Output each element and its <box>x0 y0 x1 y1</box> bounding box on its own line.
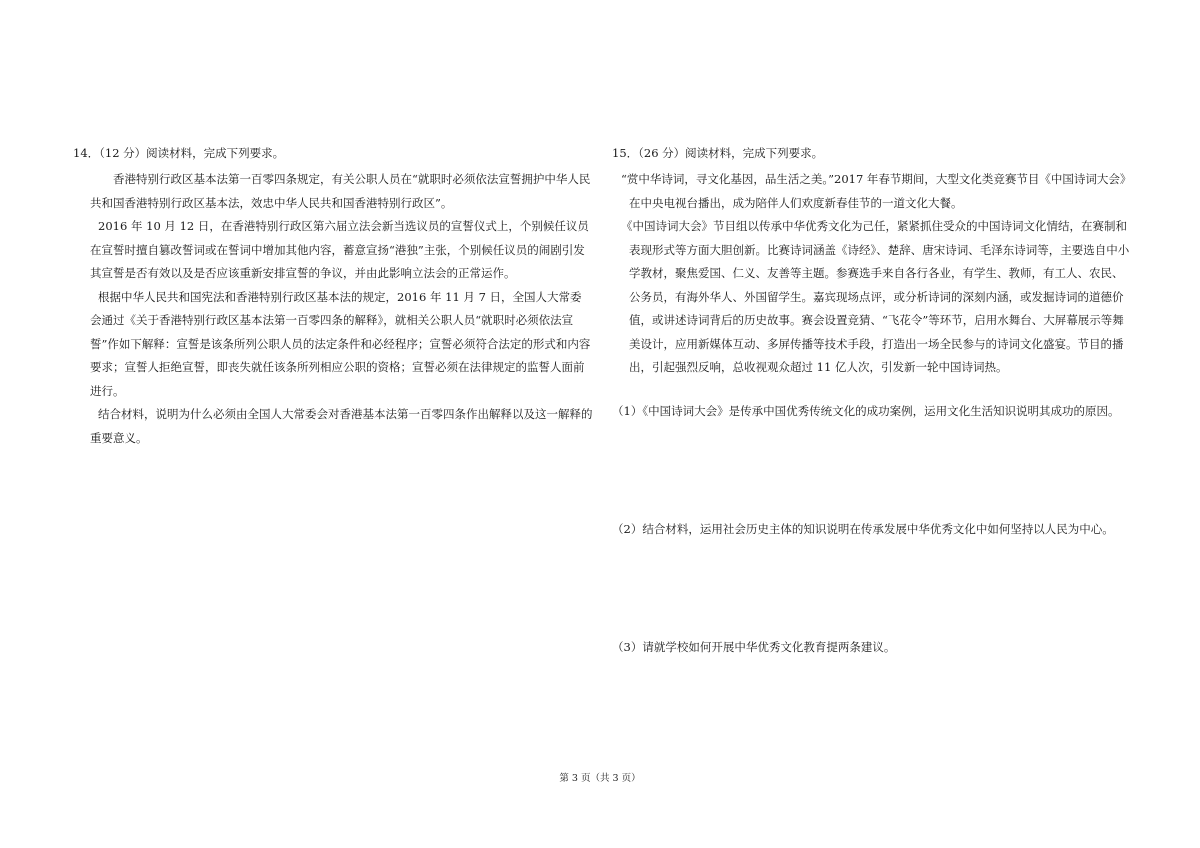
question-15-sub-1-text: （1）《中国诗词大会》是传承中国优秀传统文化的成功案例，运用文化生活知识说明其成功的原因。 <box>612 404 1120 418</box>
question-15 <box>612 142 1132 380</box>
question-14-paragraph-1: 香港特别行政区基本法第一百零四条规定，有关公职人员在“就职时必须依法宣誓拥护中华人民共和国香港特别行政区基本法，效忠中华人民共和国香港特别行政区”。 <box>90 172 591 210</box>
question-14 <box>73 142 593 450</box>
page-footer: 第 3 页（共 3 页） <box>559 773 641 784</box>
question-14-body <box>73 168 593 450</box>
question-15-heading: 15．（26 分）阅读材料，完成下列要求。 <box>612 146 824 160</box>
question-14-paragraph-2: 2016 年 10 月 12 日，在香港特别行政区第六届立法会新当选议员的宣誓仪式上，个别候任议员在宣誓时擅自篡改誓词或在誓词中增加其他内容，蓄意宣扬“港独”主张，个别候任议员的闹剧引发其宣誓是否有效以及是否应该重新安排宣誓的争议，并由此影响立法会的正常运作。 <box>90 219 589 280</box>
question-14-heading: 14．（12 分）阅读材料，完成下列要求。 <box>73 146 285 160</box>
question-15-sub-3-text: （3）请就学校如何开展中华优秀文化教育提两条建议。 <box>612 640 896 654</box>
question-15-paragraph-2: 《中国诗词大会》节目组以传承中华优秀文化为己任，紧紧抓住受众的中国诗词文化情结，在赛制和表现形式等方面大胆创新。比赛诗词涵盖《诗经》、楚辞、唐宋诗词、毛泽东诗词等，主要选自中小学教材，聚焦爱国、仁义、友善等主题。参赛选手来自各行各业，有学生、教师，有工人、农民、公务员，有海外华人、外国留学生。嘉宾现场点评，或分析诗词的深刻内涵，或发掘诗词的道德价值，或讲述诗词背后的历史故事。赛会设置竞猜、“飞花令”等环节，启用水舞台、大屏幕展示等舞美设计，应用新媒体互动、多屏传播等技术手段，打造出一场全民参与的诗词文化盛宴。节目的播出，引起强烈反响，总收视观众超过 11 亿人次，引发新一轮中国诗词热。 <box>621 219 1130 374</box>
question-14-paragraph-3: 根据中华人民共和国宪法和香港特别行政区基本法的规定，2016 年 11 月 7 日，全国人大常委会通过《关于香港特别行政区基本法第一百零四条的解释》，就相关公职人员“就职时必须依法宣誓”作如下解释：宣誓是该条所列公职人员的法定条件和必经程序；宣誓必须符合法定的形式和内容要求；宣誓人拒绝宣誓，即丧失就任该条所列相应公职的资格；宣誓必须在法律规定的监誓人面前进行。 <box>90 289 591 398</box>
question-15-sub-2 <box>612 518 1132 542</box>
question-15-paragraph-1: “赏中华诗词，寻文化基因，品生活之美。”2017 年春节期间，大型文化类竞赛节目《中国诗词大会》在中央电视台播出，成为陪伴人们欢度新春佳节的一道文化大餐。 <box>621 172 1132 210</box>
question-15-sub-1 <box>612 400 1132 424</box>
question-15-sub-2-text: （2）结合材料，运用社会历史主体的知识说明在传承发展中华优秀文化中如何坚持以人民为中心。 <box>612 522 1114 536</box>
question-14-paragraph-4: 结合材料，说明为什么必须由全国人大常委会对香港基本法第一百零四条作出解释以及这一解释的重要意义。 <box>90 407 593 445</box>
question-15-sub-3 <box>612 636 1132 660</box>
